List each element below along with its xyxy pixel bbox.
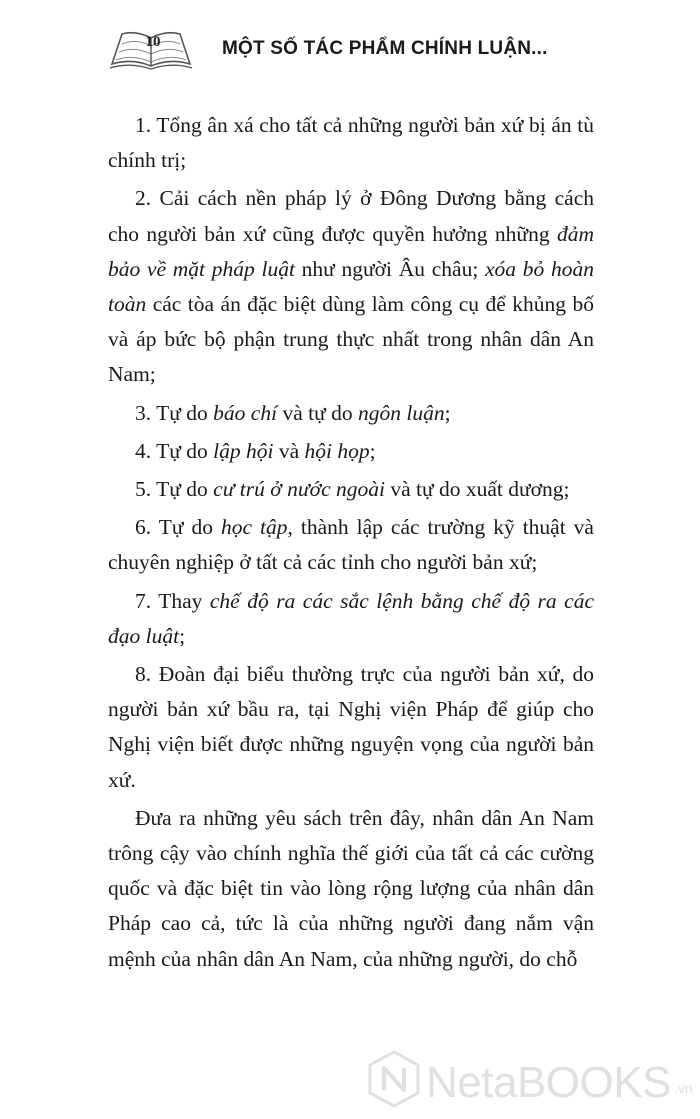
text-segment: và tự do xuất dương; [384,477,570,502]
italic-text: ngôn luận [357,400,445,425]
text-segment: ; [369,438,376,463]
text-segment: 2. Cải cách nền pháp lý ở Đông Dương bằng cách cho người bản xứ cũng được quyền hưởng những [108,186,594,246]
italic-text: chế độ ra các sắc lệnh bằng chế độ ra các đạo luật [108,588,594,648]
italic-text: hội họp [304,438,370,463]
paragraph [108,584,594,654]
paragraph [108,510,594,580]
text-segment: Đưa ra những yêu sách trên đây, nhân dân An Nam trông cậy vào chính nghĩa thế giới của tất cả các cường quốc và đặc biệt tin vào lòng rộng lượng của nhân dân Pháp cao cả, tức là của những người đang nắm vận mệnh của nhân dân An Nam, của những người, do chỗ [108,805,594,971]
paragraph [108,396,594,431]
italic-text: lập hội [213,438,274,463]
paragraph [108,434,594,469]
text-segment: 6. Tự do [135,515,222,540]
italic-text: xóa bỏ hoàn toàn [108,256,594,317]
paragraph [108,108,594,178]
text-segment: như người Âu châu; [294,256,486,281]
text-segment: 8. Đoàn đại biểu thường trực của người bản xứ, do người bản xứ bầu ra, tại Nghị viện Pháp để giúp cho Nghị viện biết được những nguyện vọng của người bản xứ. [108,662,594,792]
page-number: 10 [145,34,161,50]
text-segment: 7. Thay [135,588,210,613]
text-segment: 4. Tự do [135,438,214,463]
watermark-suffix: .vn [674,1080,693,1096]
text-segment: 1. Tổng ân xá cho tất cả những người bản xứ bị án tù chính trị; [108,113,594,173]
text-segment: và [273,438,305,463]
text-segment: ; [179,623,186,648]
text-segment: các tòa án đặc biệt dùng làm công cụ để khủng bố và áp bức bộ phận trung thực nhất trong nhân dân An Nam; [108,292,594,387]
italic-text: báo chí [213,400,278,425]
page-header [0,0,700,80]
paragraph [108,181,594,392]
text-segment: , thành lập các trường kỹ thuật và chuyên nghiệp ở tất cả các tỉnh cho người bản xứ; [108,515,594,575]
paragraph [108,801,594,977]
italic-text: học tập [221,515,288,540]
text-segment: và tự do [277,400,358,425]
italic-text: cư trú ở nước ngoài [213,477,385,502]
running-title: MỘT SỐ TÁC PHẨM CHÍNH LUẬN... [222,38,548,59]
italic-text: đảm bảo về mặt pháp luật [108,221,594,281]
text-segment: 3. Tự do [135,400,214,425]
watermark [368,1050,698,1110]
paragraph [108,657,594,798]
watermark-text: NetaBOOKS [426,1058,671,1107]
paragraph [108,472,594,507]
text-segment: ; [444,400,451,425]
netabooks-logo-icon [368,1050,420,1108]
body-text [108,108,594,980]
text-segment: 5. Tự do [135,477,214,502]
